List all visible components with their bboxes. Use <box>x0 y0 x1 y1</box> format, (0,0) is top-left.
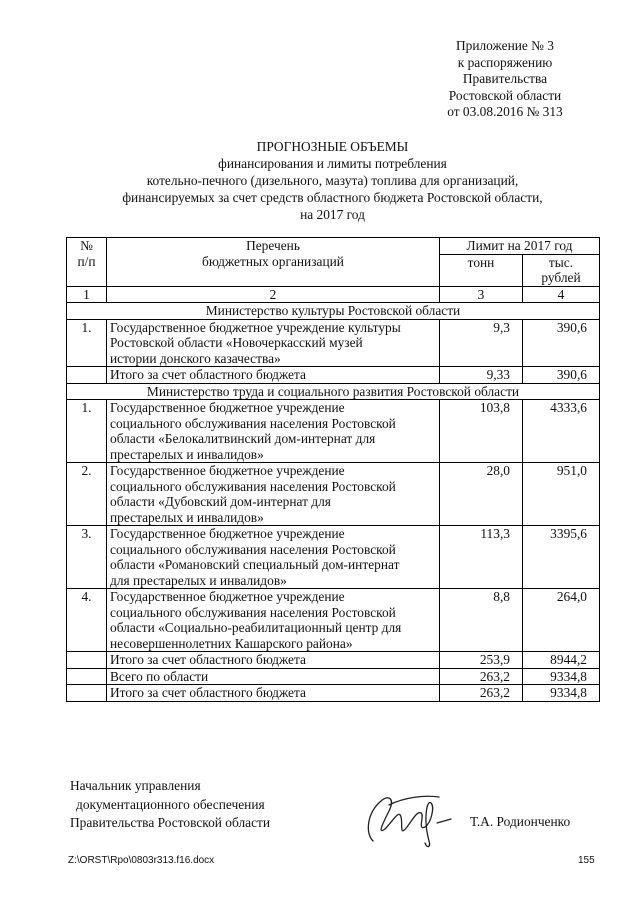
organization-name-line: области «Социально-реабилитационный центр для <box>110 620 402 635</box>
row-number: 1. <box>67 400 107 463</box>
signatory-position: Начальник управления документационного обеспечения Правительства Ростовской области <box>70 778 271 830</box>
organization-name-line: престарелых и инвалидов» <box>110 509 264 525</box>
row-number: 2. <box>67 463 107 526</box>
title-line: ПРОГНОЗНЫЕ ОБЪЕМЫ <box>256 139 409 154</box>
section-row <box>67 383 600 400</box>
total-row: Итого за счет областного бюджета 253,9 8944,2 <box>67 652 600 669</box>
limit-rubles: 3395,6 <box>523 526 600 589</box>
limit-rubles: 390,6 <box>523 319 600 367</box>
organization-name-line: социального обслуживания населения Ростовской <box>110 604 396 620</box>
organization-name-line: Государственное бюджетное учреждение <box>110 526 345 541</box>
organization-name-line: области «Белокалитвинский дом-интернат для <box>110 431 376 446</box>
organization-name-line: Государственное бюджетное учреждение <box>110 463 345 478</box>
organization-name-line: социального обслуживания населения Ростовской <box>110 478 396 494</box>
limit-tons: 113,3 <box>440 526 523 589</box>
appendix-line: Ростовской области <box>448 87 562 103</box>
organization-name <box>107 319 440 367</box>
table-row <box>67 400 600 463</box>
section-row <box>67 303 600 320</box>
limit-rubles: 951,0 <box>523 463 600 526</box>
organization-name-line: области «Романовский специальный дом-интернат <box>110 557 400 572</box>
header-number: № п/п <box>67 238 107 287</box>
section-title: Министерство труда и социального развития Ростовской области <box>67 383 600 400</box>
appendix-line: от 03.08.2016 № 313 <box>447 104 563 119</box>
section-rows <box>67 400 600 652</box>
organization-name-line: престарелых и инвалидов» <box>110 446 264 462</box>
organization-name-line: Ростовской области «Новочеркасский музей <box>110 335 363 350</box>
row-number: 1. <box>67 319 107 367</box>
organization-name-line: несовершеннолетних Кашарского района» <box>110 635 353 651</box>
organization-name-line: Государственное бюджетное учреждение <box>110 589 345 604</box>
limit-tons: 103,8 <box>440 400 523 463</box>
row-number: 3. <box>67 526 107 589</box>
title-line: финансируемых за счет средств областного бюджета Ростовской области, <box>122 190 543 205</box>
organization-name <box>107 400 440 463</box>
section-rows <box>67 319 600 367</box>
header-tons: тонн <box>440 254 523 286</box>
title-line: котельно-печного (дизельного, мазута) топлива для организаций, <box>146 173 519 188</box>
appendix-line: к распоряжению <box>457 54 553 70</box>
title-line: финансирования и лимиты потребления <box>218 156 447 171</box>
organization-name-line: области «Дубовский дом-интернат для <box>110 494 331 509</box>
limit-rubles: 264,0 <box>523 589 600 652</box>
organization-name-line: Государственное бюджетное учреждение <box>110 400 345 415</box>
organization-name-line: социального обслуживания населения Ростовской <box>110 415 396 431</box>
table-row <box>67 319 600 367</box>
organization-name <box>107 589 440 652</box>
limit-tons: 8,8 <box>440 589 523 652</box>
table-header-row <box>67 238 600 255</box>
page-number: 155 <box>578 855 595 866</box>
organization-name-line: истории донского казачества» <box>110 350 281 366</box>
table-row <box>67 463 600 526</box>
header-rubles: тыс. рублей <box>523 254 600 286</box>
row-number: 4. <box>67 589 107 652</box>
handwritten-signature <box>355 783 465 853</box>
limit-tons: 9,3 <box>440 319 523 367</box>
table-row <box>67 589 600 652</box>
appendix-line: Приложение № 3 <box>455 38 555 53</box>
appendix-line: Правительства <box>462 71 548 86</box>
total-row: Итого за счет областного бюджета 9,33 390,6 <box>67 367 600 384</box>
column-number-row: 1 2 3 4 <box>67 286 600 303</box>
organization-name <box>107 463 440 526</box>
limit-rubles: 4333,6 <box>523 400 600 463</box>
table-row <box>67 526 600 589</box>
title-line: на 2017 год <box>300 207 365 222</box>
section-title: Министерство культуры Ростовской области <box>67 303 600 320</box>
limits-table <box>66 237 600 702</box>
organization-name-line: Государственное бюджетное учреждение культуры <box>110 319 401 335</box>
appendix-header <box>420 38 590 121</box>
signatory-name: Т.А. Родионченко <box>470 814 571 829</box>
document-title <box>60 138 605 223</box>
file-path: Z:\ORST\Rpo\0803r313.f16.docx <box>68 855 215 866</box>
budget-total-row: Итого за счет областного бюджета 263,2 9334,8 <box>67 685 600 702</box>
header-limit: Лимит на 2017 год <box>440 238 600 255</box>
organization-name-line: для престарелых и инвалидов» <box>110 572 287 588</box>
organization-name-line: социального обслуживания населения Ростовской <box>110 541 396 557</box>
header-organizations: Перечень бюджетных организаций <box>107 238 440 287</box>
limit-tons: 28,0 <box>440 463 523 526</box>
organization-name <box>107 526 440 589</box>
grand-total-row: Всего по области 263,2 9334,8 <box>67 668 600 685</box>
